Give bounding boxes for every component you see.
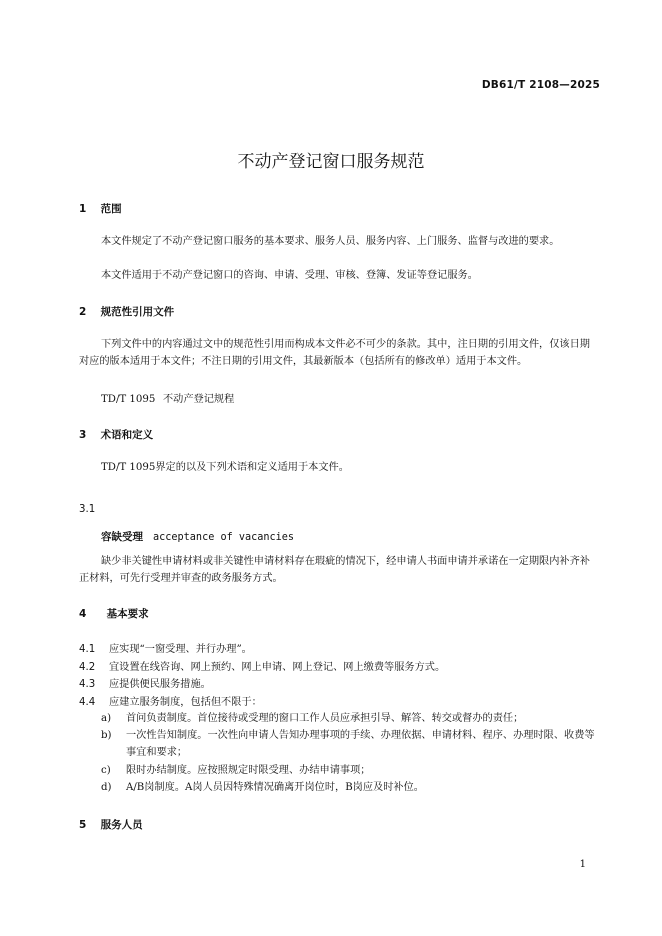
sub-item-number: c) (101, 765, 111, 776)
section-2-heading (79, 304, 174, 319)
sub-item-text: A/B岗制度。A岗人员因特殊情况确离开岗位时，B岗应及时补位。 (126, 782, 424, 793)
requirement-number: 4.1 (79, 644, 96, 655)
normative-reference (101, 390, 234, 405)
sub-list-item (101, 779, 599, 796)
section-3-heading (79, 427, 153, 442)
section-1-heading (79, 201, 122, 216)
section-number: 5 (79, 819, 87, 831)
scope-paragraph-2: 本文件适用于不动产登记窗口的咨询、申请、受理、审核、登簿、发证等登记服务。 (101, 270, 478, 281)
reference-code: TD/T 1095 (101, 394, 156, 405)
term-english: acceptance of vacancies (153, 532, 295, 543)
section-number: 4 (79, 608, 87, 620)
section-4-heading (79, 606, 149, 621)
requirement-item (79, 640, 252, 655)
standard-code: DB61/T 2108—2025 (481, 79, 600, 91)
section-number: 3 (79, 429, 87, 441)
term-heading (101, 529, 294, 544)
sub-list-item (101, 727, 599, 761)
requirement-text: 宜设置在线咨询、网上预约、网上申请、网上登记、网上缴费等服务方式。 (109, 662, 446, 673)
section-title: 规范性引用文件 (100, 306, 175, 318)
sub-item-number: d) (101, 782, 112, 793)
section-title: 基本要求 (106, 608, 149, 620)
normative-paragraph: 下列文件中的内容通过文中的规范性引用而构成本文件必不可少的条款。其中，注日期的引用文件，仅该日期对应的版本适用于本文件；不注日期的引用文件，其最新版本（包括所有的修改单）适用于本文件。 (79, 339, 590, 367)
sub-item-text: 首问负责制度。首位接待或受理的窗口工作人员应承担引导、解答、转交或督办的责任； (126, 713, 524, 724)
requirement-text: 应实现“一窗受理、并行办理”。 (109, 644, 252, 655)
sub-item-number: a) (101, 713, 112, 724)
term-definition: 缺少非关键性申请材料或非关键性申请材料存在瑕疵的情况下，经申请人书面申请并承诺在一定期限内补齐补正材料，可先行受理并审查的政务服务方式。 (79, 556, 590, 584)
section-title: 服务人员 (100, 819, 143, 831)
requirement-item (79, 675, 211, 690)
sub-list-item (101, 710, 599, 727)
requirement-item (79, 693, 262, 708)
sub-list-item (101, 762, 599, 779)
term-number: 3.1 (79, 504, 96, 515)
requirement-text: 应建立服务制度，包括但不限于： (109, 697, 262, 708)
requirement-number: 4.3 (79, 679, 96, 690)
section-number: 2 (79, 306, 87, 318)
section-title: 术语和定义 (100, 429, 154, 441)
page-number: 1 (579, 859, 586, 870)
scope-paragraph-1: 本文件规定了不动产登记窗口服务的基本要求、服务人员、服务内容、上门服务、监督与改进的要求。 (101, 236, 560, 247)
section-title: 范围 (100, 203, 122, 215)
section-number: 1 (79, 203, 87, 215)
terms-paragraph: TD/T 1095界定的以及下列术语和定义适用于本文件。 (101, 462, 349, 473)
requirement-number: 4.2 (79, 662, 96, 673)
document-title: 不动产登记窗口服务规范 (237, 152, 425, 172)
requirement-text: 应提供便民服务措施。 (109, 679, 211, 690)
requirement-number: 4.4 (79, 697, 96, 708)
section-5-heading (79, 817, 143, 832)
sub-item-text: 限时办结制度。应按照规定时限受理、办结申请事项； (126, 765, 371, 776)
requirement-item (79, 658, 445, 673)
reference-title: 不动产登记规程 (163, 394, 235, 405)
sub-item-number: b) (101, 730, 112, 741)
sub-item-text: 一次性告知制度。一次性向申请人告知办理事项的手续、办理依据、申请材料、程序、办理时限、收费等事宜和要求； (126, 730, 595, 758)
term-chinese: 容缺受理 (101, 531, 143, 543)
